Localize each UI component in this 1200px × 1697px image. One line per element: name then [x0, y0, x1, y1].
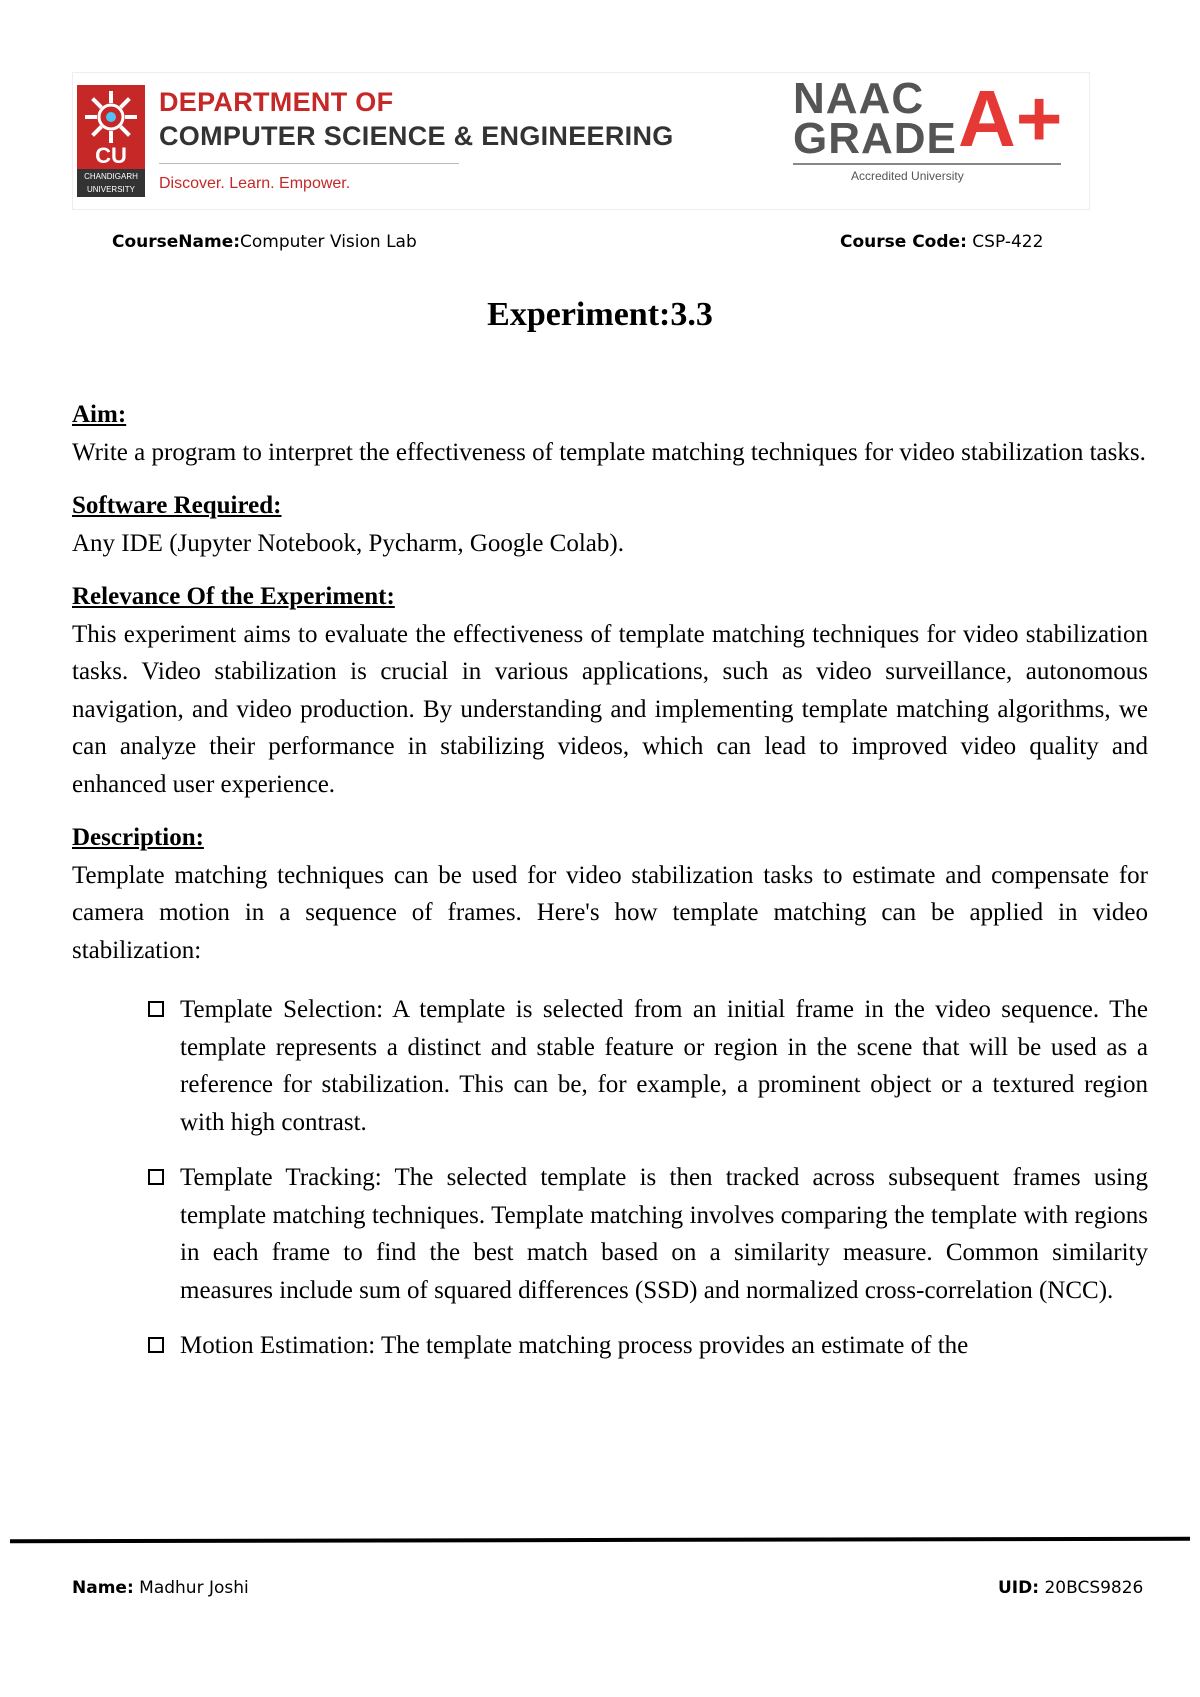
list-item: [72, 991, 1148, 1141]
aim-heading: Aim:: [72, 401, 127, 428]
course-code-label: Course Code:: [840, 232, 967, 252]
header-banner: [72, 72, 1090, 210]
student-uid: [998, 1578, 1143, 1598]
course-code: [840, 232, 1043, 252]
department-title-line1: DEPARTMENT OF: [159, 87, 394, 117]
tagline: Discover. Learn. Empower.: [159, 175, 351, 192]
relevance-heading: Relevance Of the Experiment:: [72, 583, 395, 610]
student-name-label: Name:: [72, 1578, 134, 1598]
page-title: Experiment:3.3: [487, 296, 713, 333]
student-uid-label: UID:: [998, 1578, 1040, 1598]
list-item: [72, 1159, 1148, 1309]
aim-text: Write a program to interpret the effectiveness of template matching techniques for video stabilization tasks.: [72, 438, 1146, 466]
grade-mark: A+: [958, 74, 1063, 163]
document-body: [72, 396, 1148, 1383]
checkbox-icon: [148, 1337, 164, 1353]
naac-rule: [793, 163, 1061, 165]
bullet-text: Template Selection: A template is selected from an initial frame in the video sequence. The template represents a distinct and stable feature or region in the scene that will be used as a reference for stabilization. This can be, for example, a prominent object or a textured region with high contrast.: [180, 996, 1148, 1136]
logo-cu-text: CU: [95, 143, 127, 168]
bullet-text: Motion Estimation: The template matching process provides an estimate of the: [180, 1332, 969, 1359]
university-logo: [77, 85, 145, 197]
student-name-value: Madhur Joshi: [139, 1578, 249, 1598]
course-name: [112, 232, 417, 252]
course-code-value: CSP-422: [972, 232, 1044, 252]
student-uid-value: 20BCS9826: [1044, 1578, 1144, 1598]
description-text: Template matching techniques can be used for video stabilization tasks to estimate and compensate for camera motion in a sequence of frames. Here's how template matching can be applied in video stabilization:: [72, 861, 1148, 964]
header-divider: [159, 163, 459, 164]
software-text: Any IDE (Jupyter Notebook, Pycharm, Google Colab).: [72, 529, 624, 557]
logo-university-text: CHANDIGARH UNIVERSITY: [77, 169, 145, 197]
software-heading: Software Required:: [72, 492, 282, 519]
emblem-icon: [83, 89, 139, 145]
relevance-text: This experiment aims to evaluate the effectiveness of template matching techniques for video stabilization tasks. Video stabilization is crucial in various applications, such as video surveillance, autonomous navigation, and video production. By understanding and implementing template matching algorithms, we can analyze their performance in stabilizing videos, which can lead to improved video quality and enhanced user experience.: [72, 620, 1148, 798]
bullet-text: Template Tracking: The selected template is then tracked across subsequent frames using template matching techniques. Template matching involves comparing the template with regions in each frame to find the best match based on a similarity measure. Common similarity measures include sum of squared differences (SSD) and normalized cross-correlation (NCC).: [180, 1164, 1148, 1304]
course-name-label: CourseName:: [112, 232, 241, 252]
footer-divider: [10, 1537, 1190, 1543]
course-name-value: Computer Vision Lab: [240, 232, 417, 252]
student-name: [72, 1578, 249, 1598]
naac-badge: [793, 74, 1083, 203]
checkbox-icon: [148, 1001, 164, 1017]
checkbox-icon: [148, 1169, 164, 1185]
accredited-text: Accredited University: [851, 169, 964, 183]
description-heading: Description:: [72, 824, 204, 851]
department-title-line2: COMPUTER SCIENCE & ENGINEERING: [159, 121, 674, 151]
list-item: [72, 1327, 1148, 1365]
naac-text: NAAC: [793, 74, 925, 123]
grade-text: GRADE: [793, 114, 957, 163]
